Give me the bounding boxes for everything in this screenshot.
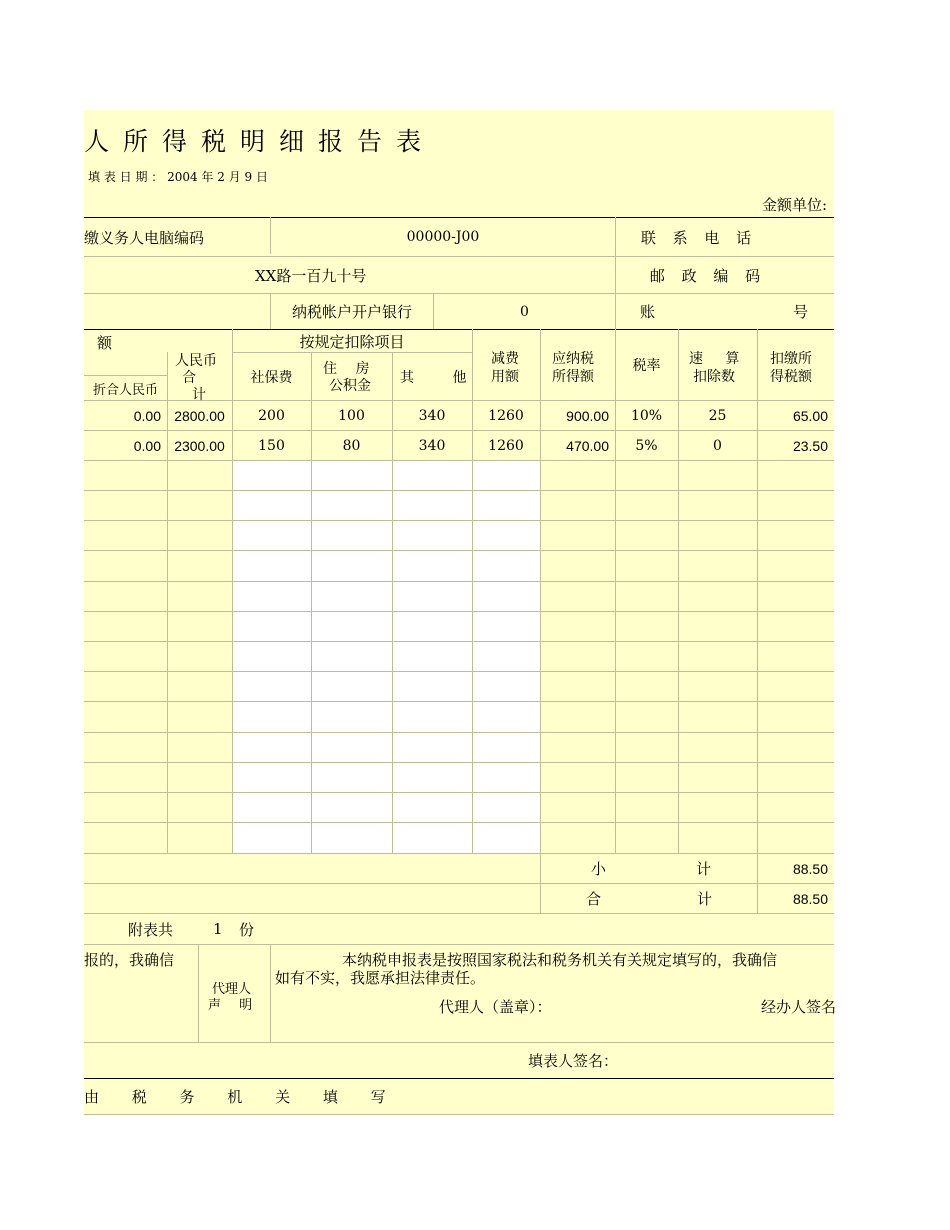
header-withheld-2: 得税额 (770, 369, 812, 385)
row1-rmb-total: 2800.00 (174, 407, 225, 424)
header-quick-1: 速 算 (689, 351, 740, 367)
header-taxable-2: 所得额 (552, 369, 594, 385)
account-label: 账 (640, 303, 656, 321)
row2-social-security: 150 (258, 437, 285, 454)
row2-rmb-total: 2300.00 (174, 437, 225, 454)
attachment-unit: 份 (239, 920, 255, 939)
header-taxable-1: 应纳税 (552, 351, 594, 367)
row2-rate: 5% (635, 437, 658, 454)
row1-quick: 25 (708, 407, 727, 424)
header-rmb-total-2: 合 (182, 370, 196, 386)
phone-label: 联 系 电 话 (640, 228, 752, 247)
header-deduction-group: 按规定扣除项目 (299, 332, 405, 351)
header-rmb-total-3: 计 (192, 387, 206, 403)
declaration-text-2: 如有不实，我愿承担法律责任。 (275, 969, 486, 987)
header-housing-2: 公积金 (329, 378, 371, 394)
header-other: 其 他 (400, 369, 467, 386)
agent-label-2: 声 明 (208, 998, 253, 1013)
header-social-security: 社保费 (250, 369, 293, 386)
header-withheld-1: 扣缴所 (770, 351, 812, 367)
agent-label-1: 代理人 (212, 982, 252, 997)
row2-tax: 23.50 (792, 437, 828, 454)
attachment-count: 1 (213, 920, 223, 938)
subtotal-label-a: 小 (591, 860, 607, 878)
header-rmb-convert: 折合人民币 (92, 382, 158, 398)
filler-sign: 填表人签名： (528, 1052, 619, 1070)
row1-reduction: 1260 (488, 407, 524, 424)
row2-other: 340 (418, 437, 446, 454)
row2-reduction: 1260 (488, 437, 524, 454)
header-rmb-total-1: 人民币 (175, 353, 217, 369)
row1-social-security: 200 (258, 407, 285, 424)
row2-rmb-convert: 0.00 (133, 437, 161, 454)
address-value: XX路一百九十号 (255, 266, 367, 285)
row2-taxable: 470.00 (566, 437, 609, 454)
postcode-label: 邮 政 编 码 (649, 266, 761, 285)
declaration-left-fragment: 报的，我确信 (84, 951, 175, 969)
agent-seal: 代理人（盖章）： (439, 998, 552, 1016)
bank-label: 纳税帐户开户银行 (291, 303, 412, 321)
fill-date: 填 表 日 期 ： 2004 年 2 月 9 日 (88, 170, 268, 184)
row2-housing-fund: 80 (342, 437, 361, 454)
report-title: 人所得税明细报告表 (84, 127, 436, 156)
subtotal-value: 88.50 (792, 860, 828, 877)
row1-rmb-convert: 0.00 (133, 407, 161, 424)
account-label-2: 号 (793, 303, 809, 321)
header-reduction-2: 用额 (491, 369, 519, 385)
row1-tax: 65.00 (792, 407, 828, 424)
row1-rate: 10% (630, 407, 663, 424)
row1-taxable: 900.00 (566, 407, 609, 424)
total-value: 88.50 (792, 890, 828, 907)
amount-unit: 金额单位: (762, 196, 828, 214)
header-housing-1: 住 房 (323, 361, 370, 377)
header-reduction-1: 减费 (491, 351, 519, 367)
bank-value: 0 (520, 303, 529, 320)
report-sheet (84, 110, 837, 1115)
attachment-label: 附表共 (128, 920, 174, 939)
subtotal-label-b: 计 (696, 860, 712, 878)
total-label-a: 合 (586, 890, 602, 908)
header-amount: 额 (97, 334, 113, 352)
total-label-b: 计 (697, 890, 713, 908)
header-quick-2: 扣除数 (693, 369, 735, 385)
computer-code-label: 缴义务人电脑编码 (84, 228, 205, 247)
row1-housing-fund: 100 (338, 407, 365, 424)
computer-code-value: 00000-J00 (406, 229, 480, 245)
declaration-text-1: 本纳税申报表是按照国家税法和税务机关有关规定填写的，我确信 (342, 951, 778, 969)
tax-office-note: 由 税 务 机 关 填 写 (84, 1088, 386, 1106)
handler-sign: 经办人签名 (761, 998, 837, 1016)
row1-other: 340 (418, 407, 446, 424)
header-tax-rate: 税率 (632, 358, 661, 374)
row2-quick: 0 (713, 437, 722, 454)
